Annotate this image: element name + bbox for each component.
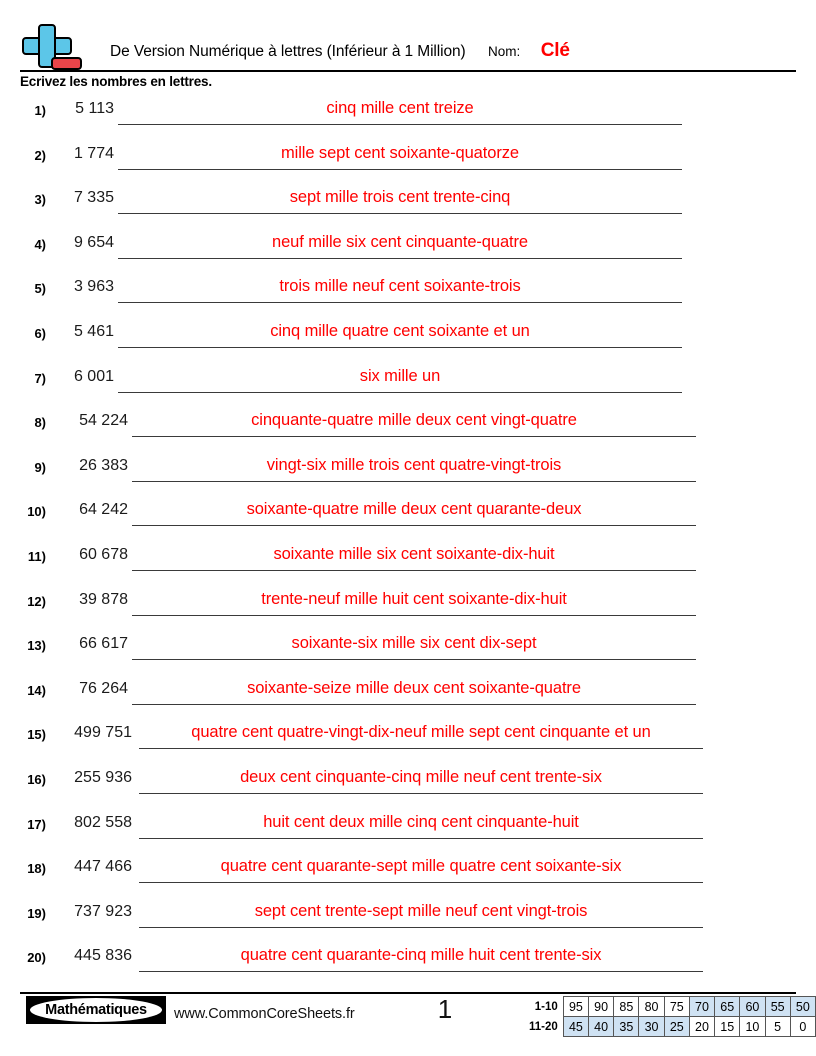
- instructions-text: Ecrivez les nombres en lettres.: [20, 74, 212, 89]
- problem-row: [0, 319, 816, 364]
- score-table-grid: [528, 996, 816, 1037]
- problem-number: 17): [27, 816, 46, 832]
- problem-numeric-value: 255 936: [74, 768, 132, 786]
- worksheet-header: [0, 0, 816, 89]
- answer-text: neuf mille six cent cinquante-quatre: [272, 232, 528, 251]
- problem-number: 9): [34, 459, 46, 475]
- score-cell[interactable]: 70: [689, 997, 714, 1017]
- score-cell[interactable]: 85: [614, 997, 639, 1017]
- problem-numeric-value: 5 113: [75, 100, 114, 117]
- problem-row: [0, 230, 816, 275]
- answer-blank[interactable]: [118, 364, 682, 393]
- answer-blank[interactable]: [132, 676, 696, 705]
- problem-row: [0, 899, 816, 944]
- answer-blank[interactable]: [139, 765, 703, 794]
- answer-blank[interactable]: [132, 587, 696, 616]
- score-cell[interactable]: 35: [614, 1017, 639, 1037]
- problem-row: [0, 141, 816, 186]
- problem-numeric-value: 64 242: [79, 501, 128, 519]
- problem-number: 18): [27, 861, 46, 877]
- answer-blank[interactable]: [118, 230, 682, 259]
- score-cell[interactable]: 15: [715, 1017, 740, 1037]
- problem-number: 10): [27, 504, 46, 520]
- score-cell[interactable]: 40: [589, 1017, 614, 1037]
- problem-row: [0, 274, 816, 319]
- problem-number: 3): [34, 192, 46, 208]
- answer-text: mille sept cent soixante-quatorze: [281, 143, 519, 162]
- problem-numeric-value: 66 617: [79, 635, 128, 653]
- answer-blank[interactable]: [118, 185, 682, 214]
- problem-numeric-value: 737 923: [74, 902, 132, 920]
- answer-text: soixante-quatre mille deux cent quarante-deux: [246, 500, 582, 519]
- problem-number: 16): [27, 771, 46, 787]
- problem-number: 13): [27, 638, 46, 654]
- problem-row: [0, 453, 816, 498]
- problem-number: 5): [34, 281, 46, 297]
- problem-number: 8): [34, 415, 46, 431]
- page-number: 1: [437, 994, 453, 1024]
- problem-numeric-value: 5 461: [73, 322, 114, 340]
- problem-numeric-value: 802 558: [74, 813, 132, 831]
- answer-text: soixante mille six cent soixante-dix-huit: [273, 544, 555, 563]
- score-cell[interactable]: 20: [689, 1017, 714, 1037]
- answer-blank[interactable]: [118, 141, 682, 170]
- problem-numeric-value: 7 335: [73, 189, 114, 207]
- logo-plus-center: [40, 39, 54, 53]
- worksheet-title: De Version Numérique à lettres (Inférieur à 1 Million): [110, 43, 466, 60]
- logo-minus-bar: [51, 57, 82, 70]
- problem-row: [0, 810, 816, 855]
- score-cell[interactable]: 30: [639, 1017, 664, 1037]
- problem-number: 2): [34, 147, 46, 163]
- problem-number: 1): [34, 103, 46, 118]
- answer-blank[interactable]: [139, 943, 703, 972]
- score-cell[interactable]: 10: [740, 1017, 765, 1037]
- score-cell[interactable]: 90: [589, 997, 614, 1017]
- answer-text: soixante-seize mille deux cent soixante-quatre: [247, 678, 581, 697]
- problem-row: [0, 631, 816, 676]
- answer-blank[interactable]: [139, 720, 703, 749]
- answer-blank[interactable]: [139, 810, 703, 839]
- problem-number: 19): [27, 905, 46, 921]
- answer-text: huit cent deux mille cinq cent cinquante-huit: [263, 812, 579, 831]
- answer-text: quatre cent quarante-cinq mille huit cent trente-six: [240, 946, 602, 965]
- problem-numeric-value: 9 654: [73, 233, 114, 251]
- score-table-row: [528, 1017, 816, 1037]
- problem-numeric-value: 39 878: [79, 590, 128, 608]
- answer-blank[interactable]: [118, 96, 682, 125]
- problem-row: [0, 943, 816, 988]
- answer-text: trois mille neuf cent soixante-trois: [279, 277, 521, 296]
- answer-blank[interactable]: [132, 497, 696, 526]
- problem-number: 6): [34, 325, 46, 341]
- answer-text: quatre cent quarante-sept mille quatre cent soixante-six: [220, 857, 622, 876]
- answer-blank[interactable]: [118, 274, 682, 303]
- answer-text: soixante-six mille six cent dix-sept: [291, 634, 537, 653]
- worksheet-footer: [0, 994, 816, 1042]
- problem-number: 14): [27, 682, 46, 698]
- answer-text: sept cent trente-sept mille neuf cent vingt-trois: [254, 901, 588, 920]
- answer-blank[interactable]: [139, 854, 703, 883]
- score-cell[interactable]: 95: [563, 997, 588, 1017]
- answer-text: sept mille trois cent trente-cinq: [289, 188, 511, 207]
- problem-numeric-value: 54 224: [79, 412, 128, 430]
- score-cell[interactable]: 0: [790, 1017, 815, 1037]
- problem-row: [0, 676, 816, 721]
- score-cell[interactable]: 45: [563, 1017, 588, 1037]
- problem-number: 20): [27, 950, 46, 966]
- answer-text: vingt-six mille trois cent quatre-vingt-trois: [266, 455, 562, 474]
- problem-number: 11): [27, 548, 46, 564]
- site-url: www.CommonCoreSheets.fr: [174, 1006, 355, 1022]
- answer-blank[interactable]: [118, 319, 682, 348]
- problem-numeric-value: 60 678: [79, 545, 128, 563]
- answer-text: cinq mille quatre cent soixante et un: [270, 321, 530, 340]
- answer-blank[interactable]: [139, 899, 703, 928]
- problem-numeric-value: 76 264: [79, 679, 128, 697]
- answer-text: cinquante-quatre mille deux cent vingt-quatre: [251, 411, 577, 430]
- score-cell[interactable]: 75: [664, 997, 689, 1017]
- problem-numeric-value: 26 383: [79, 456, 128, 474]
- answer-text: quatre cent quatre-vingt-dix-neuf mille sept cent cinquante et un: [191, 723, 651, 742]
- problem-number: 12): [27, 593, 46, 609]
- problem-row: [0, 364, 816, 409]
- score-row-label: 11-20: [529, 1020, 558, 1033]
- answer-blank[interactable]: [132, 453, 696, 482]
- problem-number: 15): [27, 727, 46, 743]
- score-cell[interactable]: 5: [765, 1017, 790, 1037]
- problem-numeric-value: 1 774: [73, 144, 114, 162]
- score-cell[interactable]: 65: [715, 997, 740, 1017]
- brand-badge-ellipse: [30, 998, 162, 1022]
- problem-row: [0, 408, 816, 453]
- problem-row: [0, 96, 816, 141]
- answer-text: six mille un: [359, 366, 441, 385]
- problem-row: [0, 542, 816, 587]
- score-cell[interactable]: 55: [765, 997, 790, 1017]
- score-row-label: 1-10: [534, 1000, 558, 1013]
- name-value: Clé: [540, 40, 570, 61]
- name-label: Nom:: [488, 44, 521, 59]
- problem-numeric-value: 445 836: [74, 947, 132, 965]
- problem-numeric-value: 499 751: [74, 724, 132, 742]
- problem-numeric-value: 447 466: [74, 858, 132, 876]
- score-cell[interactable]: 25: [664, 1017, 689, 1037]
- score-table-row: [528, 997, 816, 1017]
- header-title-row: [110, 40, 800, 66]
- score-table: [528, 996, 816, 1037]
- score-cell[interactable]: 60: [740, 997, 765, 1017]
- problem-row: [0, 720, 816, 765]
- plus-minus-logo-icon: [20, 24, 82, 70]
- answer-text: cinq mille cent treize: [326, 99, 474, 117]
- score-cell[interactable]: 50: [790, 997, 815, 1017]
- answer-text: deux cent cinquante-cinq mille neuf cent trente-six: [240, 767, 602, 786]
- brand-name: Mathématiques: [45, 1002, 147, 1018]
- problem-numeric-value: 6 001: [73, 367, 114, 385]
- problem-numeric-value: 3 963: [73, 278, 114, 296]
- problem-number: 7): [34, 370, 46, 386]
- problem-row: [0, 587, 816, 632]
- problem-row: [0, 854, 816, 899]
- problem-row: [0, 765, 816, 810]
- problem-number: 4): [34, 236, 46, 252]
- problem-row: [0, 497, 816, 542]
- answer-blank[interactable]: [132, 631, 696, 660]
- brand-badge: [26, 996, 166, 1024]
- score-cell[interactable]: 80: [639, 997, 664, 1017]
- answer-blank[interactable]: [132, 408, 696, 437]
- header-divider: [20, 70, 796, 72]
- problem-row: [0, 185, 816, 230]
- answer-text: trente-neuf mille huit cent soixante-dix-huit: [261, 589, 567, 608]
- answer-blank[interactable]: [132, 542, 696, 571]
- problem-list: [0, 96, 816, 988]
